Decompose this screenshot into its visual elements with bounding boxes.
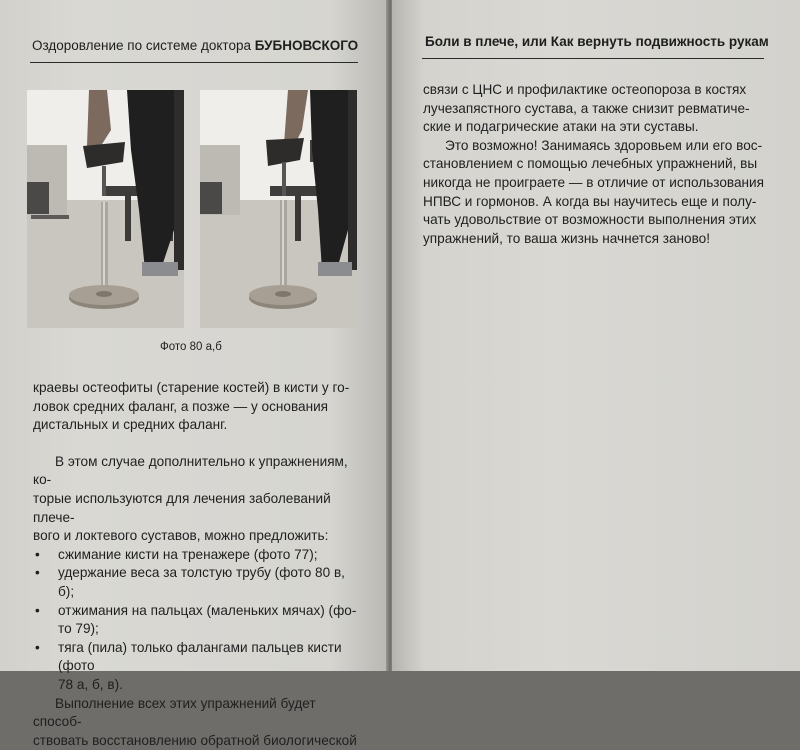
bullet-text: удержание веса за толстую трубу (фото 80 в, б); [58,565,345,599]
right-line: связи с ЦНС и профилактике остеопороза в костях [423,82,747,97]
right-line: чать удовольствие от возможности выполнения этих [423,212,757,228]
right-line: лучезапястного сустава, а также снизит ревматиче- [423,100,750,116]
bullet-dot: • [35,639,40,655]
bullet-dot: • [35,565,40,581]
bullet-continuation: то 79); [58,621,99,637]
photo-caption: Фото 80 а,б [160,341,222,353]
bullet-item [33,602,363,621]
right-page [392,0,800,671]
right-running-header: Боли в плече, или Как вернуть подвижность рукам [425,34,769,49]
bullet-dot: • [35,546,40,562]
left-header-bold: БУБНОВСКОГО [254,38,359,53]
left-line: торые используются для лечения заболеваний плече- [33,490,331,525]
bullet-text: отжимания на пальцах (маленьких мячах) (фо- [58,602,357,618]
gym-photo-a-image [27,90,184,328]
bullet-continuation: 78 а, б, в). [58,676,123,692]
bullet-item [33,639,363,676]
right-line: Это возможно! Занимаясь здоровьем или его вос- [445,137,763,153]
left-line: краевы остеофиты (старение костей) в кисти у го- [33,380,350,395]
right-header-rule [422,58,764,59]
bullet-text: сжимание кисти на тренажере (фото 77); [58,546,318,562]
right-line: НПВС и гормонов. А когда вы научитесь еще и полу- [423,193,757,209]
left-line: дистальных и средних фаланг. [33,417,228,433]
left-header-text: Оздоровление по системе доктора [32,38,255,53]
left-header-rule [30,62,358,63]
left-line: вого и локтевого суставов, можно предложить: [33,528,329,544]
bullet-item [33,546,363,565]
left-line: Выполнение всех этих упражнений будет способ- [33,695,316,730]
right-line: ские и подагрические атаки на эти суставы. [423,119,699,135]
left-running-header [32,38,358,53]
left-body-text [33,379,363,750]
right-line: упражнений, то ваша жизнь начнется заново! [423,230,710,246]
gym-photo-b [200,90,357,328]
left-line: ловок средних фаланг, а позже — у основания [33,398,329,414]
right-line: никогда не проиграете — в отличие от использования [423,174,765,190]
bullet-dot: • [35,602,40,618]
bullet-text: тяга (пила) только фалангами пальцев кисти (фото [58,639,342,674]
bullet-item [33,564,363,601]
left-line: ствовать восстановлению обратной биологической [33,732,357,748]
right-line: становлением с помощью лечебных упражнений, вы [423,156,758,172]
gym-photo-a [27,90,184,328]
right-body-text [423,81,783,248]
gym-photo-b-image [200,90,357,328]
left-line: В этом случае дополнительно к упражнениям, ко- [33,453,348,488]
left-page [0,0,388,748]
